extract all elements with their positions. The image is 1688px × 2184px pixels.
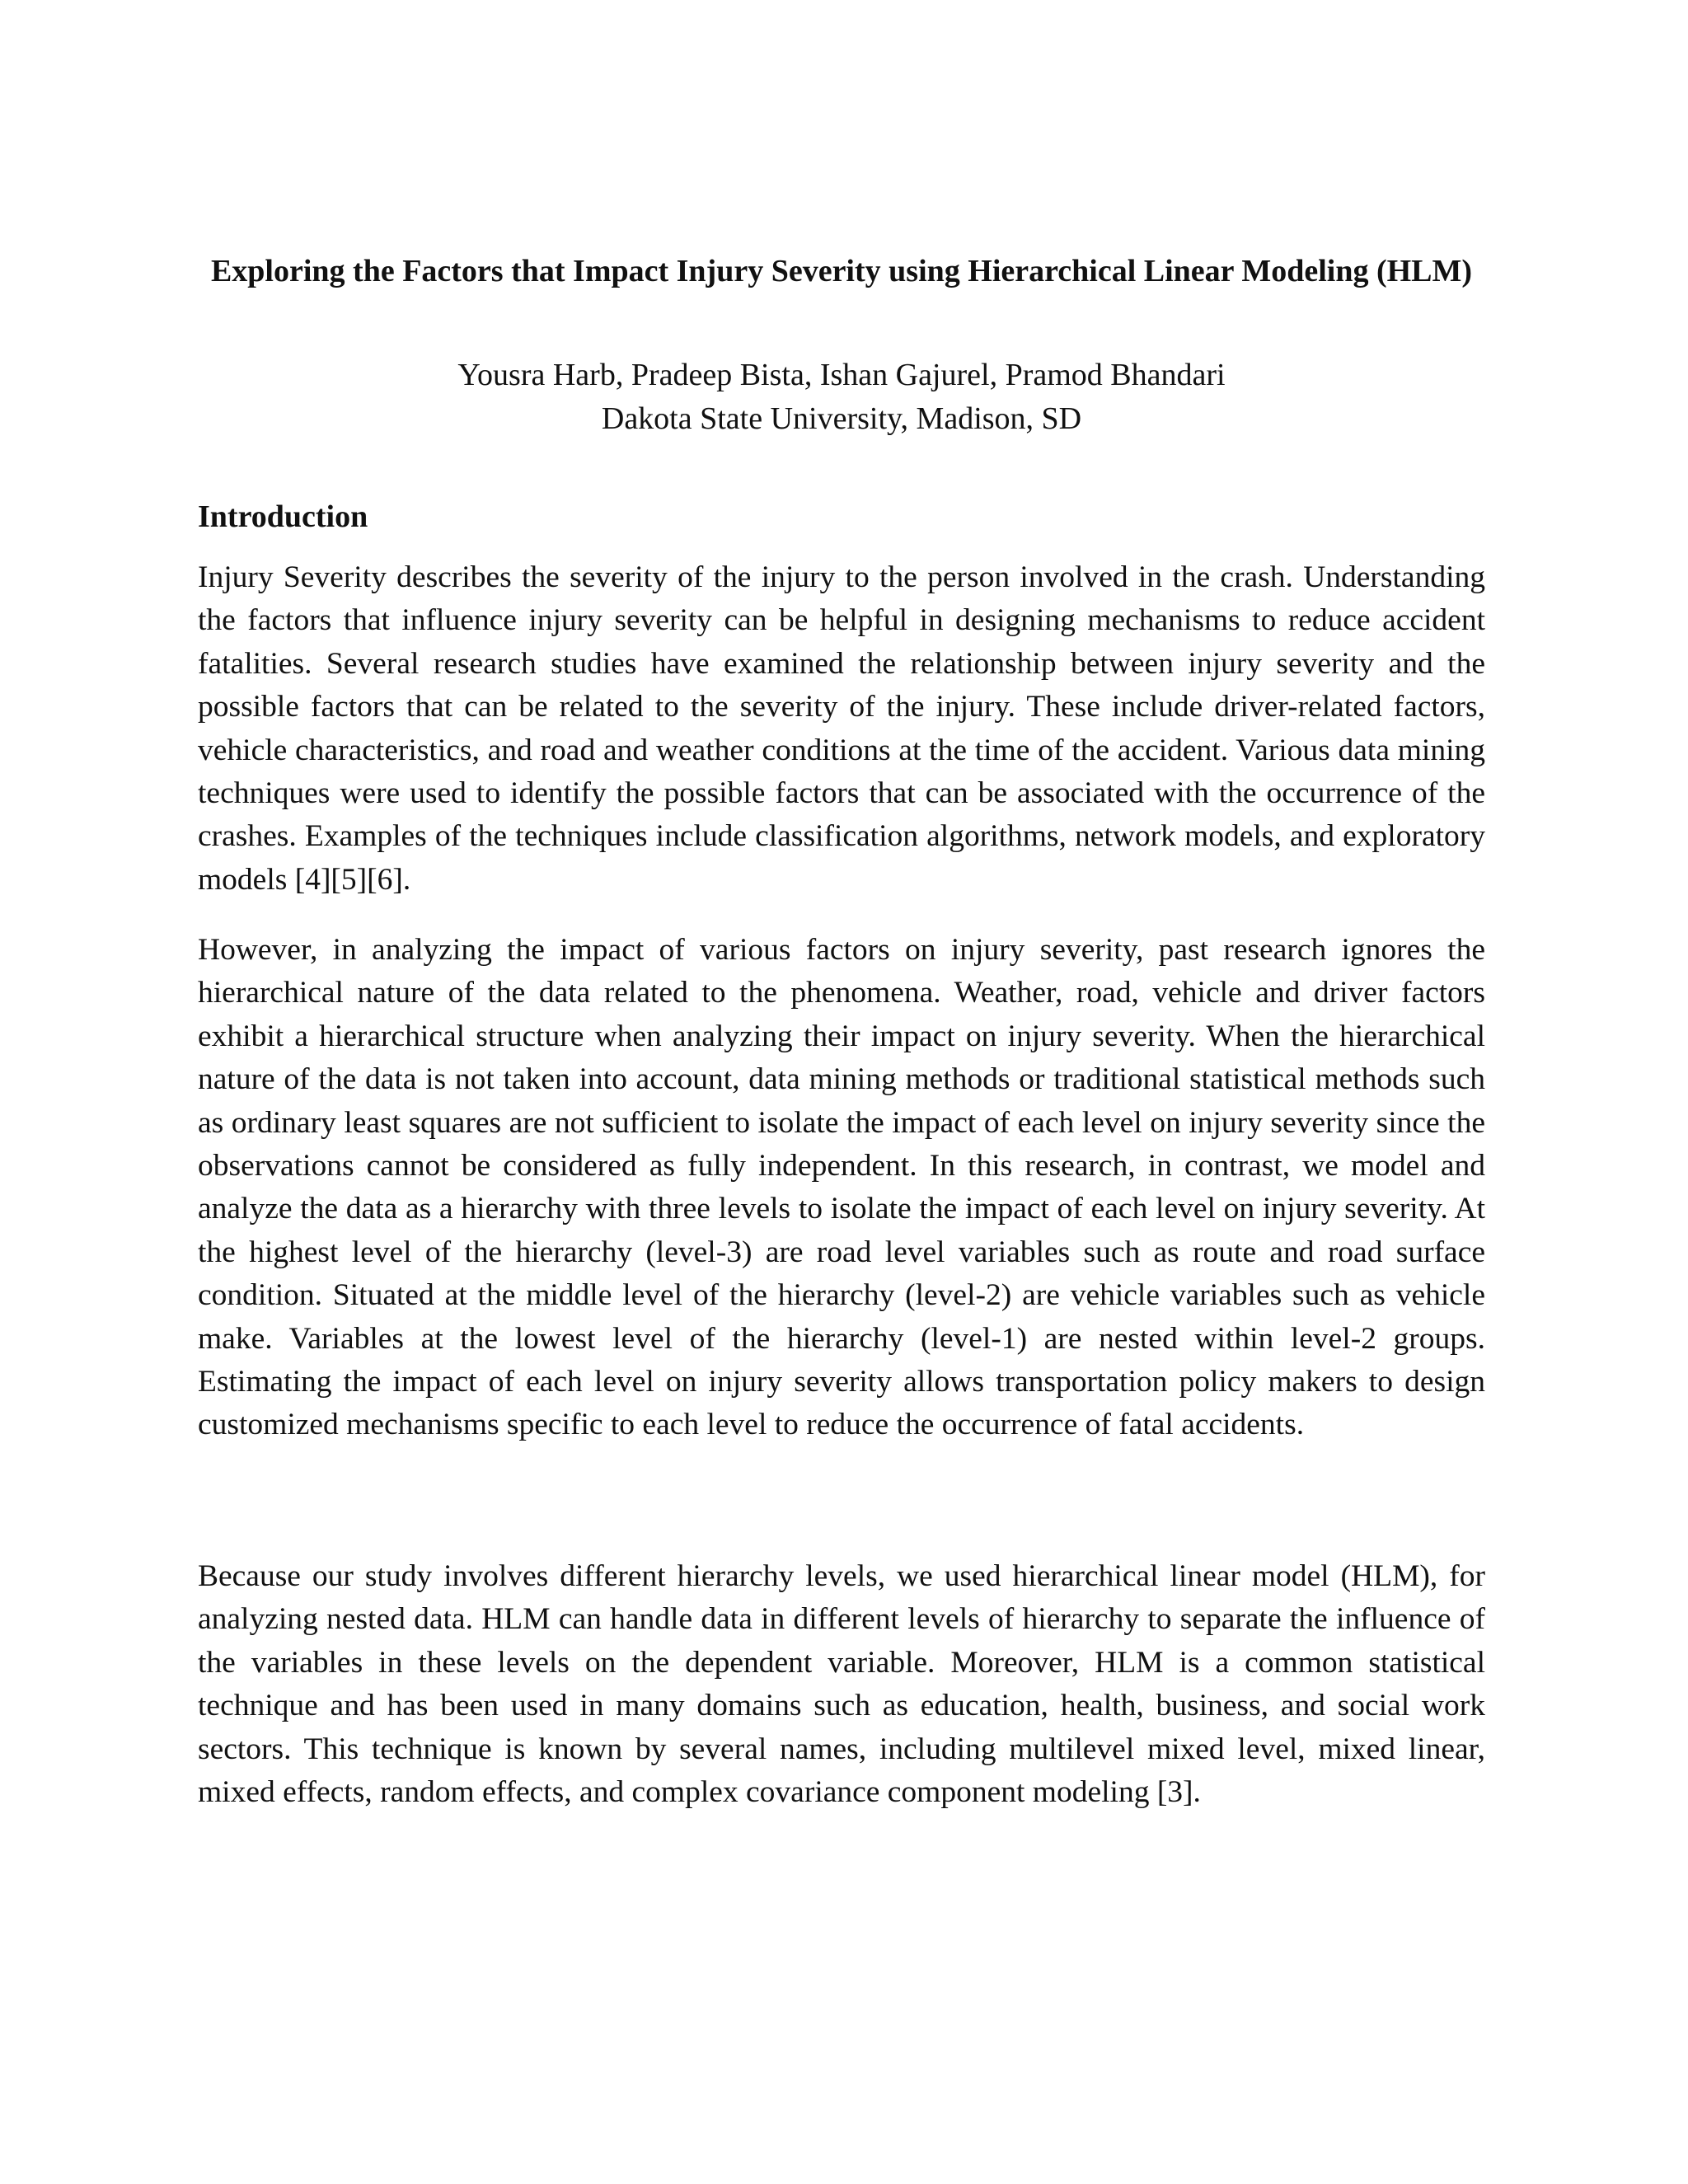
author-affiliation: Dakota State University, Madison, SD: [601, 401, 1082, 436]
paragraph-1: Injury Severity describes the severity of the injury to the person involved in the crash. Understanding the factors that influence injury severity can be helpful in designing mechanisms to reduce accident fatalities. Several research studies have examined the relationship between injury severity and the possible factors that can be related to the severity of the injury. These include driver-related factors, vehicle characteristics, and road and weather conditions at the time of the accident. Various data mining techniques were used to identify the possible factors that can be associated with the occurrence of the crashes. Examples of the techniques include classification algorithms, network models, and exploratory models [4][5][6].: [198, 560, 1485, 897]
paragraph-2: However, in analyzing the impact of various factors on injury severity, past research ignores the hierarchical nature of the data related to the phenomena. Weather, road, vehicle and driver factors exhibit a hierarchical structure when analyzing their impact on injury severity. When the hierarchical nature of the data is not taken into account, data mining methods or traditional statistical methods such as ordinary least squares are not sufficient to isolate the impact of each level on injury severity since the observations cannot be considered as fully independent. In this research, in contrast, we model and analyze the data as a hierarchy with three levels to isolate the impact of each level on injury severity. At the highest level of the hierarchy (level-3) are road level variables such as route and road surface condition. Situated at the middle level of the hierarchy (level-2) are vehicle variables such as vehicle make. Variables at the lowest level of the hierarchy (level-1) are nested within level-2 groups. Estimating the impact of each level on injury severity allows transportation policy makers to design customized mechanisms specific to each level to reduce the occurrence of fatal accidents.: [198, 933, 1485, 1442]
author-block: [198, 354, 1485, 441]
author-names: Yousra Harb, Pradeep Bista, Ishan Gajurel, Pramod Bhandari: [457, 358, 1226, 392]
paragraph-3: Because our study involves different hierarchy levels, we used hierarchical linear model (HLM), for analyzing nested data. HLM can handle data in different levels of hierarchy to separate the influence of the variables in these levels on the dependent variable. Moreover, HLM is a common statistical technique and has been used in many domains such as education, health, business, and social work sectors. This technique is known by several names, including multilevel mixed level, mixed linear, mixed effects, random effects, and complex covariance component modeling [3].: [198, 1559, 1485, 1810]
section-heading-introduction: Introduction: [198, 499, 368, 534]
paper-title: Exploring the Factors that Impact Injury Severity using Hierarchical Linear Modeling (HLM): [210, 254, 1473, 288]
paper-page: [198, 0, 1485, 2184]
